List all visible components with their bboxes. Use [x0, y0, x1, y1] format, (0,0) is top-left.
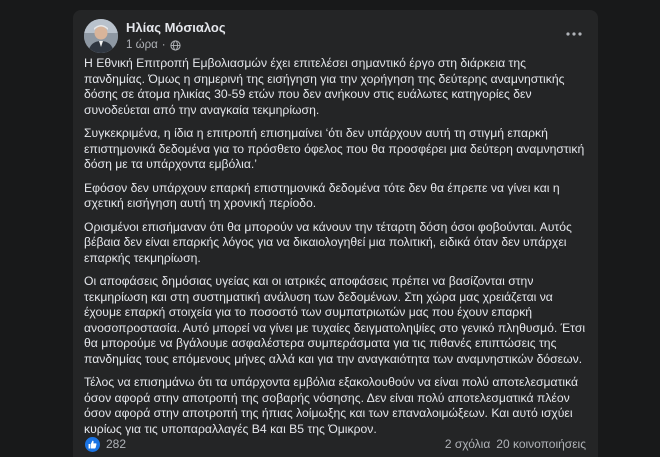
post-header: [84, 18, 226, 54]
more-horizontal-icon: [566, 32, 582, 36]
avatar-photo: [84, 19, 118, 53]
post-card: [73, 10, 598, 457]
meta-separator: ·: [161, 39, 166, 51]
post-paragraph-5: Οι αποφάσεις δημόσιας υγείας και οι ιατρικές αποφάσεις πρέπει να βασίζονται στην τεκμηρίωση και στη συστηματική ανάλυση των δεδομένων. Στη χώρα μας χρειάζεται να έχουμε επαρκή στοιχεία για το ποσοστό των συμπατριωτών μας που έχουν επαρκή ανοσοπροστασία. Αυτό μπορεί να γίνει με τυχαίες δειγματοληψίες στο γενικό πληθυσμό. Έτσι θα μπορούμε να βγάλουμε ασφαλέστερα συμπεράσματα για τις πιθανές επιπτώσεις της πανδημίας τους επόμενους μήνες αλλά και για την αναγκαιότητα των αναμνηστικών δόσεων.: [84, 274, 586, 366]
post-paragraph-3: Εφόσον δεν υπάρχουν επαρκή επιστημονικά δεδομένα τότε δεν θα έπρεπε να γίνει και η σχετική εισήγηση αυτή τη χρονική περίοδο.: [84, 180, 560, 210]
post-paragraph-2: Συγκεκριμένα, η ίδια η επιτροπή επισημαίνει ‘ότι δεν υπάρχουν αυτή τη στιγμή επαρκή επιστημονικά δεδομένα για το πρόσθετο όφελος που θα προσφέρει μια δεύτερη αναμνηστική δόση με τα υπάρχοντα εμβόλια.’: [84, 126, 585, 171]
shares-count[interactable]: 20 κοινοποιήσεις: [496, 437, 586, 451]
globe-icon[interactable]: [170, 40, 181, 51]
post-paragraph-1: Η Εθνική Επιτροπή Εμβολιασμών έχει επιτελέσει σημαντικό έργο στη διάρκεια της πανδημίας. Όμως η σημερινή της εισήγηση για την χορήγηση της δεύτερης αναμνηστικής δόσης σε άτομα ηλικίας 30-59 ετών που δεν ανήκουν στις ευάλωτες κατηγορίες δεν συνοδεύεται από την αναγκαία τεκμηρίωση.: [84, 56, 565, 117]
comments-count[interactable]: 2 σχόλια: [444, 437, 491, 451]
post-timestamp[interactable]: 1 ώρα: [126, 39, 158, 51]
reaction-count: 282: [106, 437, 127, 451]
post-text: [84, 56, 589, 445]
post-footer: [85, 434, 586, 454]
reactions-summary[interactable]: [85, 437, 126, 452]
post-meta: [126, 38, 226, 52]
more-options-button[interactable]: [562, 24, 586, 44]
author-block: [126, 20, 226, 52]
author-name[interactable]: Ηλίας Μόσιαλος: [126, 20, 226, 35]
avatar[interactable]: [84, 19, 118, 53]
post-paragraph-6: Τέλος να επισημάνω ότι τα υπάρχοντα εμβόλια εξακολουθούν να είναι πολύ αποτελεσματικά όσον αφορά στην αποτροπή της σοβαρής νόσησης. Δεν είναι πολύ αποτελεσματικά πλέον όσον αφορά στην αποτροπή της ήπιας λοίμωξης και των επαναλοιμώξεων. Και αυτό ισχύει κυρίως για τις υποπαραλλαγές Β4 και Β5 της Όμικρον.: [84, 375, 579, 436]
like-icon: [85, 437, 100, 452]
engagement-counts: [445, 437, 586, 451]
post-paragraph-4: Ορισμένοι επισήμαναν ότι θα μπορούν να κάνουν την τέταρτη δόση όσοι φοβούνται. Αυτός βέβαια δεν είναι επαρκής λόγος για να δικαιολογηθεί μια πολιτική, ειδικά όταν δεν υπάρχει επαρκής τεκμηρίωση.: [84, 219, 572, 265]
